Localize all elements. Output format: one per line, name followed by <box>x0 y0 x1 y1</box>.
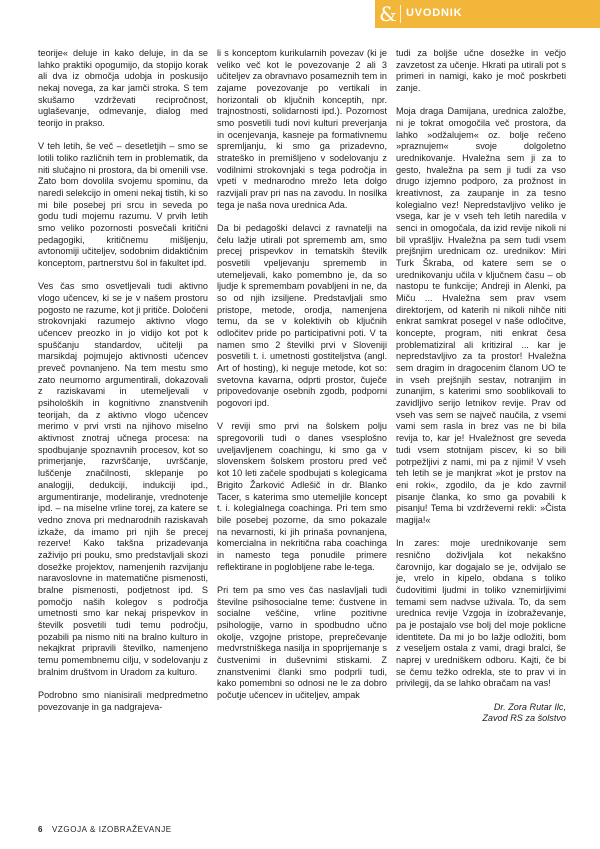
paragraph: Da bi pedagoški delavci z ravnatelji na čelu lažje utirali pot sprememb am, smo precej prispevkov in tematskih številk posvetili vpeljevanju sprememb in utemeljevali, kako pomembno je, da so ljudje k spremembam povabljeni in ne, da so od njih izsiljene. Predstavljali smo pristope, metode, orodja, namenjena temu, da se v kolektivih ob ključnih odločitev pride po participativni poti. V ta namen smo 2 številki prvi v Sloveniji posvetili t. i. umetnosti gostiteljstva (angl. Art of hosting), ki neguje metode, kot so: svetovna kavarna, odprti prostor, čuječe pripovedovanje osebnih zgodb, podporni pogovori ipd. <box>217 223 387 409</box>
paragraph: Podrobno smo nianisirali medpredmetno povezovanje in ga nadgrajeva- <box>38 689 208 712</box>
paragraph: tudi za boljše učne dosežke in večjo zavzetost za učenje. Hkrati pa utirali pot s primeri in namigi, kako je moč poskrbeti zanje. <box>396 48 566 94</box>
section-title: UVODNIK <box>406 7 463 19</box>
paragraph: V reviji smo prvi na šolskem polju spregovorili tudi o danes vsesplošno uveljavljenem coachingu, ki smo ga v slovenskem šolskem prostoru pred več kot 10 leti začele spodbujati s kolegicama Brigito Žarković Adlešič in dr. Blanko Tacer, s katerima smo utemeljile koncept t. i. kolegialnega coachinga. Pri tem smo bile posebej pozorne, da smo pokazale na nevarnosti, ki jih prinaša povnanjena, komercialna in nekritična raba coachinga in namesto tega ponudile primere reflektirane in poglobljene rabe le-tega. <box>217 421 387 572</box>
text-column-1 <box>38 48 208 725</box>
text-column-3 <box>396 48 566 725</box>
paragraph: V teh letih, še več – desetletjih – smo se lotili toliko različnih tem in problematik, da niti slučajno ni prostora, da bi omenili vse. Zato bom dovolila svojemu spominu, da naredi selekcijo in omeni nekaj tistih, ki so mi bile posebej pri srcu in seveda po godu tudi mojemu razumu. V prvih letih smo veliko pozornosti posvečali kritični pedagogiki, kritičnemu mišljenju, avtonomiji učiteljev, sodobnim didaktičnim konceptom, partnerstvu šol in fakultet ipd. <box>38 141 208 269</box>
paragraph: Moja draga Damijana, urednica založbe, ni je tokrat omogočila več prostora, da lahko »odžalujem« oz. bolje rečeno »praznujem« svoje dolgoletno urednikovanje. Hvaležna sem ji za to gesto, hvaležna pa sem ji tudi za vso drugo izjemno podporo, za prožnost in kreativnost, za zaupanje in za tesno kolegialno vez! Nepredstavljivo veliko je vsega, kar je v vseh teh letih naredila v senci in omogočala, da izid revije nikoli ni bil vprašljiv. Hvaležna pa sem tudi vsem prejšnjim urednicam oz. urednikov: Miri Turk Škraba, od katere sem se o urednikovanju učila v ključnem času – ob nastopu te funkcije; Andreji in Alenki, pa Miču ... Hvaležna sem prav vsem direktorjem, od katerih ni nikoli nihče niti enkrat samkrat posegel v naše odločitve, koncepte, program, niti enkrat česa problematiziral ali kritiziral ... kar je nepredstavljivo za ta prostor! Hvaležna sem dragim in dragocenim članom UO te in vseh prejšnjih sestav, notranjim in zunanjim, s katerimi smo sooblikovali to zavidljivo serijo letnikov revije. Prav od vseh vas sem se največ naučila, z vsemi vami sem rasla in brez vas ne bi bila revija to, kar je! Hvaležnost gre seveda tudi vsem stotnijam piscev, ki so bili potrpežljivi z nami, mi pa z njimi! V vseh teh letih se je manjkrat »kot je prstov na eni roki«, zgodilo, da je kdo zavrnil pisanje članka, ko smo ga povabili k pisanju! Tema bi vzdrževerni rekli: »Čista magija!« <box>396 106 566 525</box>
paragraph: In zares: moje urednikovanje sem resnično doživljala kot nekakšno čarovnijo, kar dogajalo se je, odvijalo se je, vrelo in kipelo, obdana s toliko čudovitimi ljudmi in toliko vznemirljivimi temami sem nadvse uživala. To, da sem urednica revije Vzgoja in izobraževanje, pa je postajalo vse bolj del moje poklicne identitete. Da mi jo bo lažje odložiti, bom z veseljem ostala z vami, dragi bralci, še naprej v uredniškem odboru. Kajti, če bi se čemu težko odrekla, ste to prav vi in privilegij, da se lahko obračam na vas! <box>396 538 566 689</box>
text-column-2 <box>217 48 387 713</box>
magazine-name: VZGOJA & IZOBRAŽEVANJE <box>52 825 172 834</box>
ampersand-logo-icon: & <box>379 2 397 26</box>
signature-organization: Zavod RS za šolstvo <box>482 713 566 724</box>
paragraph: Ves čas smo osvetljevali tudi aktivno vlogo učencev, ki se je v našem prostoru pogosto ne razume, kot ji pritiče. Določeni strokovnjaki razumejo aktivno vlogo učencev preozko in jo vidijo kot pot k spuščanju standardov, učitelji pa marsikdaj pojmujejo aktivnosti učencev preveč povnanjeno. Na tem mestu smo zato neumorno argumentirali, dokazovali z raziskavami in utemeljevali v psiholoških in kognitivno znanstvenih teorijah, da z aktivno vlogo učencev merimo v prvi vrsti na njihovo miselno aktivnost znotraj učnega procesa: na spodbujanje spoznavnih procesov, kot so primerjanje, razvrščanje, uvrščanje, luščenje značilnosti, sklepanje po analogiji, dedukciji, indukciji ipd., argumentiranje, modeliranje, vrednotenje ipd. – na miselne vrline torej, za katere se vedno znova pri mednarodnih raziskavah izkaže, da imamo pri njih še precej rezerve! Kako takšna prizadevanja zaživijo pri pouku, smo predstavljali skozi dosežke projektov, namenjenih razvijanju naravoslovne in matematične pismenosti, bralne pismenosti, podjetnost ipd. S pomočjo naših kolegov s področja umetnosti smo kar nekaj prispevkov in številk posvetili tudi temu področju, pozabili pa nismo niti na bralno kulturo in nekajkrat pripravili številko, namenjeno temu pomembnemu cilju, v sodelovanju z bralnim društvom in Uradom za kulturo. <box>38 281 208 677</box>
paragraph: teorije« deluje in kako deluje, in da se lahko praktiki opogumijo, da stopijo korak ali dva iz območja udobja in poskusijo nekaj novega, za kar jamči stroka. S tem skušamo vzdrževati recipročnost, uglaševanje, odmevanje, dialog med teorijo in prakso. <box>38 48 208 129</box>
page-number: 6 <box>38 825 43 834</box>
paragraph: li s konceptom kurikularnih povezav (ki je veliko več kot le povezovanje 2 ali 3 učiteljev za obravnavo posameznih tem in zajame povezovanje po vertikali in horizontali ob ključnih konceptih, npr. trajnostnosti, solidarnosti ipd.). Pozornost smo posvetili tudi novi kulturi preverjanja in ocenjevanja, kasneje pa formativnemu spremljanju, ki smo ga prizadevno, strateško in premišljeno v sodelovanju z vodilnimi strokovnjaki s tega področja in vpeti v mednarodno mrežo leta dolgo razvijali prav pri nas na zavodu. In nosilka tega je naša nova urednica Ada. <box>217 48 387 210</box>
signature-name: Dr. Zora Rutar Ilc, <box>493 701 566 712</box>
paragraph: Pri tem pa smo ves čas naslavljali tudi številne psihosocialne teme: čustvene in socialne veščine, vrline pozitivne psihologije, varno in spodbudno učno okolje, vzgojne pristope, preprečevanje medvrstniškega nasilja in spoprijemanje s čustvenimi in duševnimi stiskami. Z znanstvenimi članki smo podprli tudi, kako pomembni so odnosi ne le za dobro počutje učencev in učiteljev, ampak <box>217 584 387 700</box>
header-divider <box>400 5 401 23</box>
